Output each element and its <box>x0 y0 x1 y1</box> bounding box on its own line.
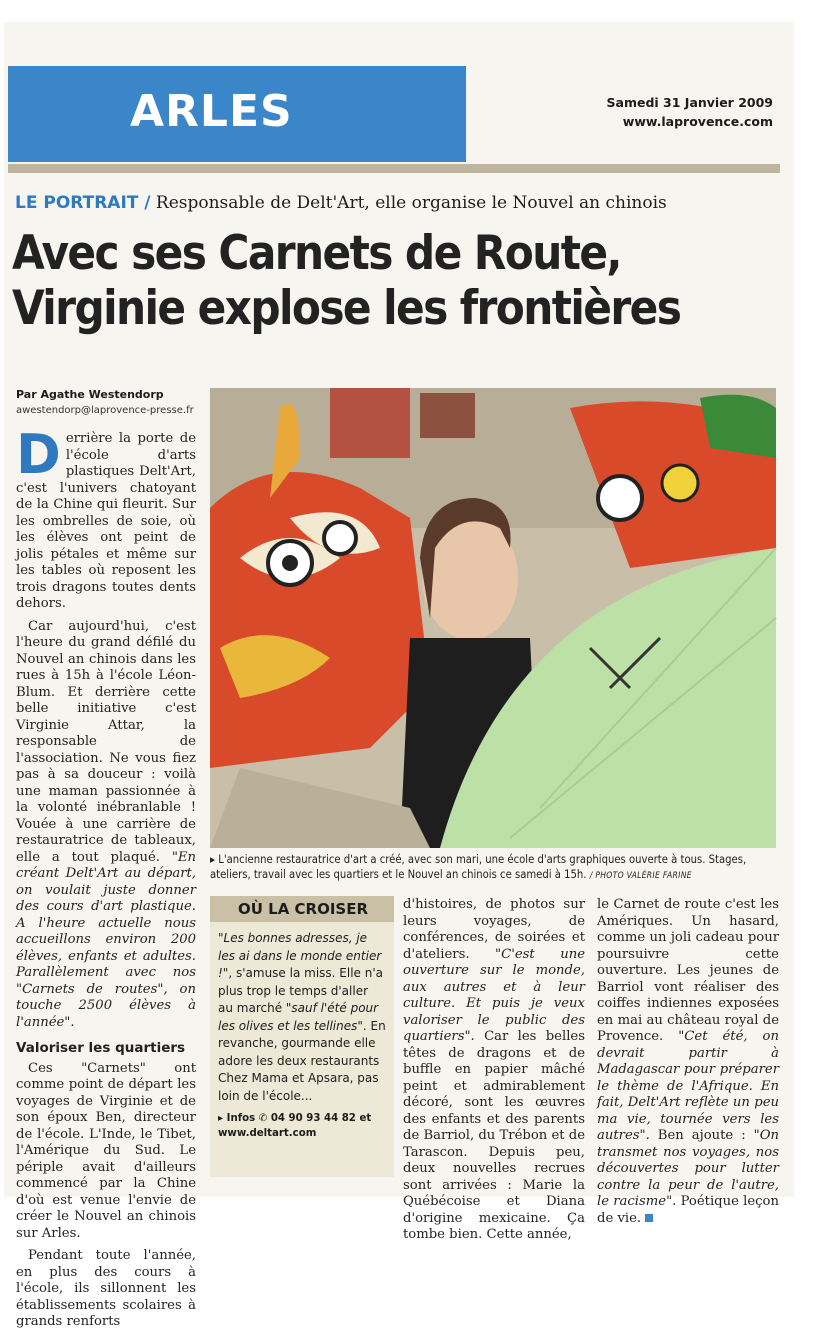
sidebar-text <box>218 930 386 1105</box>
col3-text-2: Car les belles têtes de dragons et de buffle en papier mâché peint et admirablement décoré, sont les œuvres des enfants et des parents de Barriol, du Trébon et de Tarascon. Depuis peu, deux nouvelles recrues sont arrivées : Marie la Québécoise et Diana d'origine mexicaine. Ça tombe bien. Cette année, <box>403 1029 585 1242</box>
paragraph-2-quote: "En créant Delt'Art au départ, on voulait juste donner des cours d'art plastique. A l'heure actuelle nous accueillons environ 200 élèves, enfants et adultes. Parallèlement avec nos "Carnets de routes", on touche 2500 élèves à l'année". <box>16 849 196 1030</box>
sidebar-infos: ▸ Infos ✆ 04 90 93 44 82 et www.deltart.com <box>218 1113 372 1139</box>
paragraph-6 <box>597 897 779 1227</box>
drop-cap: D <box>16 423 61 486</box>
col4-text-2: Ben ajoute : <box>649 1128 754 1143</box>
sidebar-header <box>210 896 394 922</box>
paragraph-5 <box>403 897 585 1244</box>
sidebar-text-2: . En revanche, gourmande elle adore les deux restaurants Chez Mama et Apsara, pas loin de l'école... <box>218 1018 386 1103</box>
sidebar-title: OÙ LA CROISER <box>238 900 369 918</box>
paragraph-4: Pendant toute l'année, en plus des cours à l'école, ils sillonnent les établissements scolaires à grands renforts <box>16 1248 196 1329</box>
author-email[interactable]: awestendorp@laprovence-presse.fr <box>16 405 194 416</box>
end-mark-icon <box>645 1214 653 1222</box>
article-photo <box>210 388 776 848</box>
col3-text-1: d'histoires, de photos sur leurs voyages, de conférences, de soirées et d'ateliers. <box>403 897 585 962</box>
headline <box>12 226 782 336</box>
paragraph-2-text: Car aujourd'hui, c'est l'heure du grand défilé du Nouvel an chinois dans les rues à 15h à l'école Léon-Blum. Et derrière cette belle initiative c'est Virginie Attar, la responsable de l'association. Ne vous fiez pas à sa douceur : voilà une maman passionnée à la volonté inébranlable ! Vouée à une carrière de restauratrice de tableaux, elle a tout plaqué. <box>16 618 196 865</box>
sidebar-quote-2: "sauf l'été pour les olives et les tellines" <box>218 1001 379 1033</box>
col4-quote-2: "On transmet nos voyages, nos découvertes pour lutter contre la peur de l'autre, le racisme". <box>597 1128 779 1209</box>
caption-text: ▸ L'ancienne restauratrice d'art a créé, avec son mari, une école d'arts graphiques ouverte à tous. Stages, ateliers, travail avec les quartiers et le Nouvel an chinois ce samedi à 15h. <box>210 853 747 881</box>
col3-quote: "C'est une ouverture sur le monde, aux autres et à leur culture. Et puis je veux valoriser le public des quartiers". <box>403 946 585 1044</box>
kicker-text: Responsable de Delt'Art, elle organise le Nouvel an chinois <box>155 193 667 213</box>
sidebar-quote-1: "Les bonnes adresses, je les ai dans le monde entier !" <box>218 931 382 980</box>
header-rule <box>8 164 780 173</box>
kicker <box>15 193 667 213</box>
paragraph-3: Ces "Carnets" ont comme point de départ les voyages de Virginie et de son époux Ben, directeur de l'école. L'Inde, le Tibet, l'Amérique du Sud. Le périple avait d'ailleurs commencé par la Chine d'où est venue l'envie de créer le Nouvel an chinois sur Arles. <box>16 1060 196 1241</box>
col4-quote-1: "Cet été, on devrait partir à Madagascar pour préparer le thème de l'Afrique. En fait, Delt'Art reflète un peu ma vie, tournée vers les autres". <box>597 1029 779 1143</box>
byline: Par Agathe Westendorp <box>16 388 164 401</box>
section-title: ARLES <box>130 86 293 137</box>
paragraph-1-text: errière la porte de l'école d'arts plastiques Delt'Art, c'est l'univers chatoyant de la Chine qui fleurit. Sur les ombrelles de soie, où les élèves ont peint de jolis pétales et même sur les tables où reposent les trois dragons toutes dents dehors. <box>16 431 196 611</box>
photo-credit: / PHOTO VALÉRIE FARINE <box>589 871 692 881</box>
article-column-3 <box>403 897 585 1242</box>
website-link[interactable]: www.laprovence.com <box>622 114 773 129</box>
article-column-4 <box>597 897 779 1226</box>
edition-info <box>607 93 773 131</box>
kicker-tag: LE PORTRAIT / <box>15 193 151 213</box>
sidebar-box <box>210 922 394 1177</box>
sidebar-text-1: , s'amuse la miss. Elle n'a plus trop le temps d'aller au marché <box>218 966 383 1015</box>
subheading: Valoriser les quartiers <box>16 1040 186 1056</box>
edition-date: Samedi 31 Janvier 2009 <box>606 95 773 110</box>
paragraph-1 <box>16 423 196 613</box>
headline-line-1: Avec ses Carnets de Route, <box>12 226 621 281</box>
headline-line-2: Virginie explose les frontières <box>12 281 681 336</box>
article-column-1 <box>16 423 196 1329</box>
paragraph-2 <box>16 619 196 1032</box>
col4-text-3: Poétique leçon de vie. <box>597 1194 779 1226</box>
photo-caption <box>210 852 778 884</box>
photo-illustration <box>210 388 776 848</box>
col4-text-1: le Carnet de route c'est les Amériques. Un hasard, comme un joli cadeau pour poursuivre cette ouverture. Les jeunes de Barriol vont réaliser des coiffes indiennes exposées en mai au château royal de Provence. <box>597 897 779 1044</box>
